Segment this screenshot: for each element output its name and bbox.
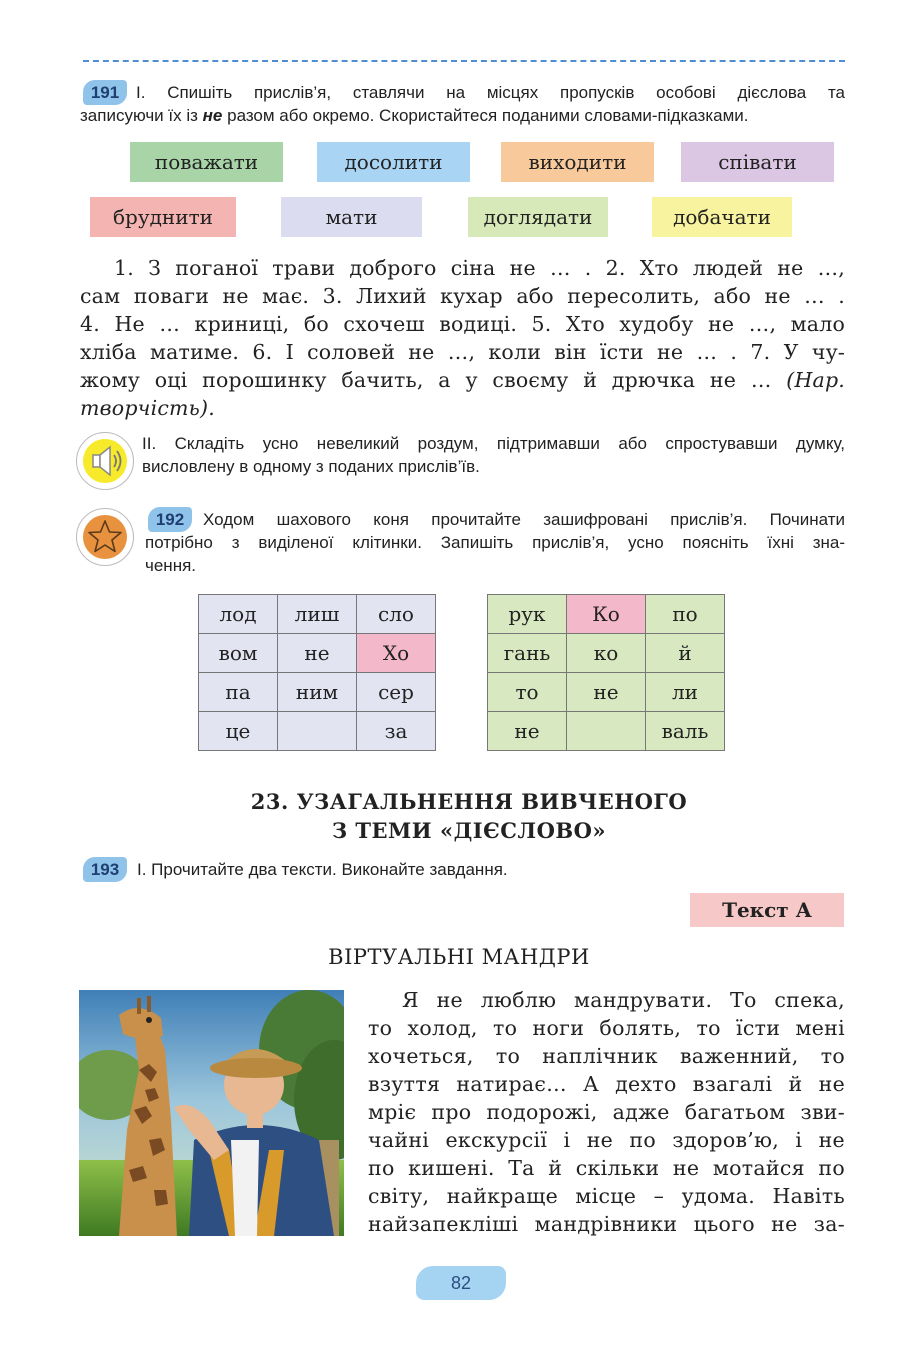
- grid1-cell: це: [199, 712, 278, 751]
- story-line: Я не люблю мандрувати. То спека,: [402, 988, 845, 1012]
- section-heading: [10, 787, 918, 845]
- text-a-label: Текст А: [690, 893, 844, 927]
- task-number-badge-191: 191: [83, 80, 127, 105]
- proverbs-line-5: [80, 366, 845, 394]
- page-number: 82: [416, 1266, 506, 1300]
- proverbs-line-4: хліба матиме. 6. І соловей не …, коли він їсти не … . 7. У чу-: [80, 340, 845, 364]
- grid2-cell: й: [646, 634, 725, 673]
- grid2-cell: рук: [488, 595, 567, 634]
- story-line: світу, найкраще місце – удома. Навіть: [368, 1184, 845, 1208]
- proverbs-source-part1: (Нар.: [786, 368, 845, 392]
- grid2-cell: гань: [488, 634, 567, 673]
- task-191-line2: [80, 104, 845, 127]
- grid2-cell: валь: [646, 712, 725, 751]
- boy-with-giraffe-photo: [79, 990, 344, 1236]
- proverbs-line-2: сам поваги не має. 3. Лихий кухар або пересолить, або не … .: [80, 284, 845, 308]
- task-192-line1: Ходом шахового коня прочитайте зашифровані прислів’я. Починати: [203, 510, 845, 529]
- grid1-cell: лиш: [278, 595, 357, 634]
- grid1-cell: не: [278, 634, 357, 673]
- grid2-cell: по: [646, 595, 725, 634]
- task-192-instruction: [145, 508, 845, 577]
- task-192-line3: чення.: [145, 556, 197, 575]
- word-hint-8: добачати: [652, 197, 792, 237]
- task-number-badge-193: 193: [83, 857, 127, 882]
- word-hint-3: виходити: [501, 142, 654, 182]
- grid1-cell: сер: [357, 673, 436, 712]
- story-line: по кишені. Та й скільки не мотайся по: [368, 1156, 845, 1180]
- speaker-icon: [76, 432, 134, 490]
- task-191-part2: [142, 432, 845, 478]
- proverbs-line-3: 4. Не … криниці, бо схочеш водиці. 5. Хто худобу не …, мало: [80, 312, 845, 336]
- grid1-cell: за: [357, 712, 436, 751]
- story-line: чайні екскурсії і не по здоров’ю, і не: [368, 1128, 845, 1152]
- cipher-grid-1: [198, 594, 436, 751]
- grid1-cell: лод: [199, 595, 278, 634]
- story-line: хочеться, то наплічник важенний, то: [368, 1044, 845, 1068]
- story-line: то холод, то ноги болять, то їсти мені: [368, 1016, 845, 1040]
- word-hint-2: досолити: [317, 142, 470, 182]
- grid2-cell: [567, 712, 646, 751]
- task-191-instruction: [80, 81, 845, 127]
- proverbs-line-1: 1. З поганої трави доброго сіна не … . 2. Хто людей не …,: [114, 256, 845, 280]
- grid1-cell: сло: [357, 595, 436, 634]
- task-191-line1: I. Спишіть прислів’я, ставлячи на місцях пропусків особові дієслова та: [136, 83, 845, 102]
- proverbs-paragraph: [80, 254, 845, 422]
- grid1-cell-start-highlight: Хо: [357, 634, 436, 673]
- grid2-cell: то: [488, 673, 567, 712]
- grid1-cell: [278, 712, 357, 751]
- task-191-line2-post: разом або окремо. Скористайтеся поданими словами-підказками.: [222, 106, 749, 125]
- proverbs-line-5-text: жому оці порошинку бачить, а у своєму й дрючка не …: [80, 368, 787, 392]
- grid2-cell: не: [567, 673, 646, 712]
- star-icon: [76, 508, 134, 566]
- story-title: ВІРТУАЛЬНІ МАНДРИ: [328, 945, 590, 969]
- cipher-grid-2: [487, 594, 725, 751]
- word-hint-6: мати: [281, 197, 422, 237]
- story-line: мріє про подорожі, адже багатьом зви-: [368, 1100, 845, 1124]
- task-192-line2: потрібно з виділеної клітинки. Запишіть прислів’я, усно поясніть їхні зна-: [145, 533, 845, 552]
- grid2-cell: не: [488, 712, 567, 751]
- story-line: найзапекліші мандрівники цього не за-: [368, 1212, 845, 1236]
- grid1-cell: па: [199, 673, 278, 712]
- task-number-badge-192: 192: [148, 507, 192, 532]
- grid2-cell: ли: [646, 673, 725, 712]
- word-hint-5: бруднити: [90, 197, 236, 237]
- proverbs-source-part2: творчість).: [80, 396, 215, 420]
- grid1-cell: ним: [278, 673, 357, 712]
- section-heading-line2: З ТЕМИ «ДІЄСЛОВО»: [331, 818, 607, 843]
- task-191-part2-line1: II. Складіть усно невеликий роздум, підтримавши або спростувавши думку,: [142, 434, 845, 453]
- top-dashed-divider: [83, 60, 845, 62]
- story-text: [368, 986, 845, 1238]
- task-191-ne-emphasis: не: [202, 106, 223, 125]
- grid2-cell-start-highlight: Ко: [567, 595, 646, 634]
- task-191-part2-line2: висловлену в одному з поданих прислів’їв.: [142, 457, 480, 476]
- grid1-cell: вом: [199, 634, 278, 673]
- section-heading-line1: 23. УЗАГАЛЬНЕННЯ ВИВЧЕНОГО: [250, 789, 688, 814]
- word-hint-4: співати: [681, 142, 834, 182]
- word-hint-1: поважати: [130, 142, 283, 182]
- word-hint-7: доглядати: [468, 197, 608, 237]
- story-line: взуття натирає… А дехто взагалі й не: [368, 1072, 845, 1096]
- task-193-instruction: I. Прочитайте два тексти. Виконайте завдання.: [137, 860, 508, 879]
- task-191-line2-pre: записуючи їх із: [80, 106, 203, 125]
- grid2-cell: ко: [567, 634, 646, 673]
